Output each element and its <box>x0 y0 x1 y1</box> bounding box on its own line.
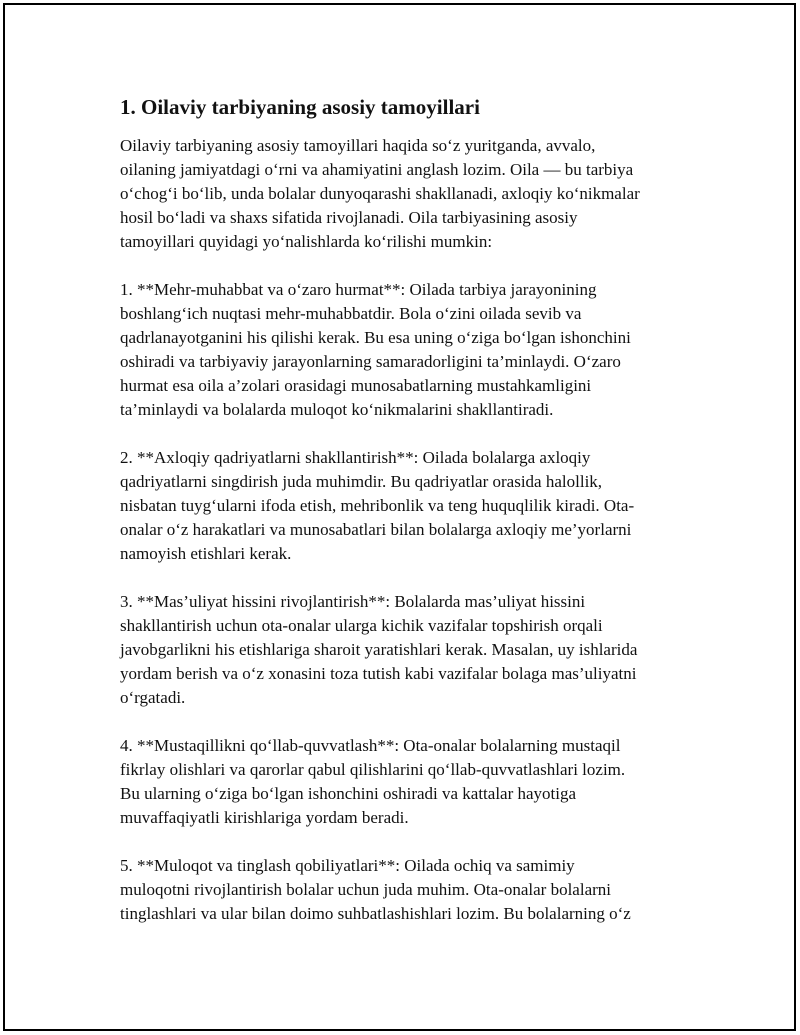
paragraph-line: tamoyillari quyidagi yo‘nalishlarda ko‘rilishi mumkin: <box>120 232 493 251</box>
paragraph-line: 2. **Axloqiy qadriyatlarni shakllantirish**: Oilada bolalarga axloqiy <box>120 448 591 467</box>
paragraph-line: 1. **Mehr-muhabbat va o‘zaro hurmat**: Oilada tarbiya jarayonining <box>120 280 597 299</box>
paragraph-line: muloqotni rivojlantirish bolalar uchun juda muhim. Ota-onalar bolalarni <box>120 880 611 899</box>
paragraph-line: muvaffaqiyatli kirishlariga yordam beradi. <box>120 808 409 827</box>
paragraph-line: oilaning jamiyatdagi o‘rni va ahamiyatini anglash lozim. Oila — bu tarbiya <box>120 160 634 179</box>
page-frame <box>3 3 796 1031</box>
paragraph <box>120 590 700 710</box>
paragraph-line: 5. **Muloqot va tinglash qobiliyatlari**: Oilada ochiq va samimiy <box>120 856 575 875</box>
paragraph-line: hosil bo‘ladi va shaxs sifatida rivojlanadi. Oila tarbiyasining asosiy <box>120 208 578 227</box>
paragraph-line: javobgarlikni his etishlariga sharoit yaratishlari kerak. Masalan, uy ishlarida <box>120 640 638 659</box>
paragraph-line: namoyish etishlari kerak. <box>120 544 292 563</box>
paragraph-line: fikrlay olishlari va qarorlar qabul qilishlarini qo‘llab-quvvatlashlari lozim. <box>120 760 626 779</box>
paragraph-line: 4. **Mustaqillikni qo‘llab-quvvatlash**: Ota-onalar bolalarning mustaqil <box>120 736 621 755</box>
paragraph <box>120 278 700 422</box>
paragraph-line: nisbatan tuyg‘ularni ifoda etish, mehribonlik va teng huquqlilik kiradi. Ota- <box>120 496 635 515</box>
paragraph-line: o‘chog‘i bo‘lib, unda bolalar dunyoqarashi shakllanadi, axloqiy ko‘nikmalar <box>120 184 640 203</box>
paragraph-line: o‘rgatadi. <box>120 688 186 707</box>
paragraph-line: boshlang‘ich nuqtasi mehr-muhabbatdir. Bola o‘zini oilada sevib va <box>120 304 582 323</box>
paragraph <box>120 446 700 566</box>
paragraph <box>120 854 700 926</box>
paragraph <box>120 134 700 254</box>
paragraph-line: ta’minlaydi va bolalarda muloqot ko‘nikmalarini shakllantiradi. <box>120 400 554 419</box>
document-body <box>120 93 700 950</box>
paragraph-line: tinglashlari va ular bilan doimo suhbatlashishlari lozim. Bu bolalarning o‘z <box>120 904 631 923</box>
paragraph-line: shakllantirish uchun ota-onalar ularga kichik vazifalar topshirish orqali <box>120 616 603 635</box>
paragraph-line: yordam berish va o‘z xonasini toza tutish kabi vazifalar bolaga mas’uliyatni <box>120 664 637 683</box>
paragraph-list <box>120 134 700 926</box>
paragraph-line: Bu ularning o‘ziga bo‘lgan ishonchini oshiradi va kattalar hayotiga <box>120 784 577 803</box>
paragraph-line: Oilaviy tarbiyaning asosiy tamoyillari haqida so‘z yuritganda, avvalo, <box>120 136 596 155</box>
paragraph-line: qadrlanayotganini his qilishi kerak. Bu esa uning o‘ziga bo‘lgan ishonchini <box>120 328 631 347</box>
paragraph-line: qadriyatlarni singdirish juda muhimdir. Bu qadriyatlar orasida halollik, <box>120 472 603 491</box>
paragraph-line: oshiradi va tarbiyaviy jarayonlarning samaradorligini ta’minlaydi. O‘zaro <box>120 352 621 371</box>
document-title: 1. Oilaviy tarbiyaning asosiy tamoyillari <box>120 95 480 119</box>
paragraph <box>120 734 700 830</box>
paragraph-line: hurmat esa oila a’zolari orasidagi munosabatlarning mustahkamligini <box>120 376 592 395</box>
paragraph-line: onalar o‘z harakatlari va munosabatlari bilan bolalarga axloqiy me’yorlarni <box>120 520 632 539</box>
paragraph-line: 3. **Mas’uliyat hissini rivojlantirish**: Bolalarda mas’uliyat hissini <box>120 592 586 611</box>
